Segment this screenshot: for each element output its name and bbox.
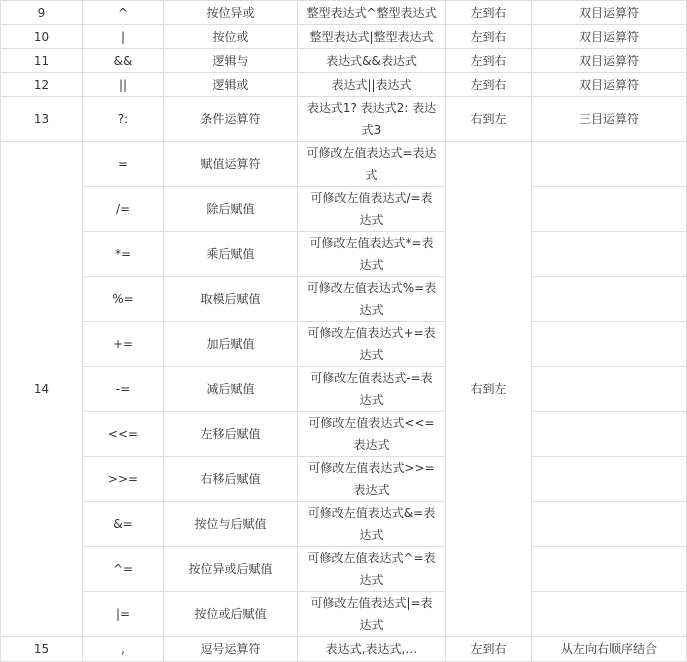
usage-form-cell: 表达式||表达式 <box>298 73 446 97</box>
table-row <box>1 547 687 592</box>
precedence-level-cell: 9 <box>1 1 83 25</box>
table-row <box>1 142 687 187</box>
operator-name-cell: 逻辑与 <box>164 49 298 73</box>
table-row <box>1 187 687 232</box>
usage-form-cell: 表达式1? 表达式2: 表达式3 <box>298 97 446 142</box>
usage-form-cell: 可修改左值表达式<<=表达式 <box>298 412 446 457</box>
usage-form-cell: 可修改左值表达式&=表达式 <box>298 502 446 547</box>
operator-name-cell: 乘后赋值 <box>164 232 298 277</box>
associativity-cell: 左到右 <box>446 73 532 97</box>
operator-cell: = <box>83 142 164 187</box>
table-row <box>1 412 687 457</box>
note-cell <box>532 232 687 277</box>
operator-cell: ^ <box>83 1 164 25</box>
operator-name-cell: 按位与后赋值 <box>164 502 298 547</box>
operator-name-cell: 按位或后赋值 <box>164 592 298 637</box>
usage-form-cell: 可修改左值表达式-=表达式 <box>298 367 446 412</box>
precedence-level-cell: 13 <box>1 97 83 142</box>
associativity-cell: 右到左 <box>446 97 532 142</box>
table-row <box>1 457 687 502</box>
operator-name-cell: 逻辑或 <box>164 73 298 97</box>
table-row <box>1 1 687 25</box>
usage-form-cell: 可修改左值表达式^=表达式 <box>298 547 446 592</box>
note-cell <box>532 322 687 367</box>
operator-cell: ?: <box>83 97 164 142</box>
note-cell <box>532 592 687 637</box>
usage-form-cell: 可修改左值表达式+=表达式 <box>298 322 446 367</box>
usage-form-cell: 可修改左值表达式>>=表达式 <box>298 457 446 502</box>
operator-name-cell: 加后赋值 <box>164 322 298 367</box>
operator-cell: || <box>83 73 164 97</box>
operator-name-cell: 按位异或 <box>164 1 298 25</box>
usage-form-cell: 可修改左值表达式*=表达式 <box>298 232 446 277</box>
note-cell: 双目运算符 <box>532 25 687 49</box>
precedence-level-cell: 10 <box>1 25 83 49</box>
associativity-cell: 右到左 <box>446 142 532 637</box>
operator-cell: &= <box>83 502 164 547</box>
table-row <box>1 592 687 637</box>
operator-cell: %= <box>83 277 164 322</box>
operator-name-cell: 逗号运算符 <box>164 637 298 662</box>
note-cell <box>532 187 687 232</box>
table-row <box>1 73 687 97</box>
usage-form-cell: 表达式&&表达式 <box>298 49 446 73</box>
operator-name-cell: 按位或 <box>164 25 298 49</box>
operator-name-cell: 左移后赋值 <box>164 412 298 457</box>
operator-cell: && <box>83 49 164 73</box>
note-cell <box>532 142 687 187</box>
table-row <box>1 322 687 367</box>
table-row <box>1 232 687 277</box>
note-cell <box>532 277 687 322</box>
operator-cell: <<= <box>83 412 164 457</box>
precedence-level-cell: 14 <box>1 142 83 637</box>
table-row <box>1 367 687 412</box>
usage-form-cell: 可修改左值表达式%=表达式 <box>298 277 446 322</box>
precedence-level-cell: 11 <box>1 49 83 73</box>
operator-name-cell: 按位异或后赋值 <box>164 547 298 592</box>
usage-form-cell: 可修改左值表达式=表达式 <box>298 142 446 187</box>
table-row <box>1 97 687 142</box>
note-cell <box>532 367 687 412</box>
note-cell: 双目运算符 <box>532 1 687 25</box>
table-row <box>1 49 687 73</box>
operator-name-cell: 赋值运算符 <box>164 142 298 187</box>
note-cell: 双目运算符 <box>532 73 687 97</box>
note-cell <box>532 547 687 592</box>
note-cell <box>532 457 687 502</box>
precedence-level-cell: 15 <box>1 637 83 662</box>
operator-cell: | <box>83 25 164 49</box>
note-cell <box>532 502 687 547</box>
operator-cell: += <box>83 322 164 367</box>
operator-name-cell: 减后赋值 <box>164 367 298 412</box>
operator-name-cell: 除后赋值 <box>164 187 298 232</box>
operator-cell: >>= <box>83 457 164 502</box>
table-row <box>1 277 687 322</box>
operator-cell: , <box>83 637 164 662</box>
operator-name-cell: 条件运算符 <box>164 97 298 142</box>
usage-form-cell: 整型表达式|整型表达式 <box>298 25 446 49</box>
precedence-level-cell: 12 <box>1 73 83 97</box>
table-row <box>1 25 687 49</box>
operator-name-cell: 取模后赋值 <box>164 277 298 322</box>
note-cell: 双目运算符 <box>532 49 687 73</box>
usage-form-cell: 整型表达式^整型表达式 <box>298 1 446 25</box>
table-row <box>1 637 687 662</box>
table-row <box>1 502 687 547</box>
note-cell <box>532 412 687 457</box>
usage-form-cell: 可修改左值表达式|=表达式 <box>298 592 446 637</box>
operator-cell: |= <box>83 592 164 637</box>
associativity-cell: 左到右 <box>446 49 532 73</box>
usage-form-cell: 表达式,表达式,… <box>298 637 446 662</box>
associativity-cell: 左到右 <box>446 1 532 25</box>
operator-cell: *= <box>83 232 164 277</box>
note-cell: 从左向右顺序结合 <box>532 637 687 662</box>
operator-name-cell: 右移后赋值 <box>164 457 298 502</box>
associativity-cell: 左到右 <box>446 637 532 662</box>
operator-cell: -= <box>83 367 164 412</box>
operator-cell: /= <box>83 187 164 232</box>
note-cell: 三目运算符 <box>532 97 687 142</box>
operator-cell: ^= <box>83 547 164 592</box>
usage-form-cell: 可修改左值表达式/=表达式 <box>298 187 446 232</box>
associativity-cell: 左到右 <box>446 25 532 49</box>
